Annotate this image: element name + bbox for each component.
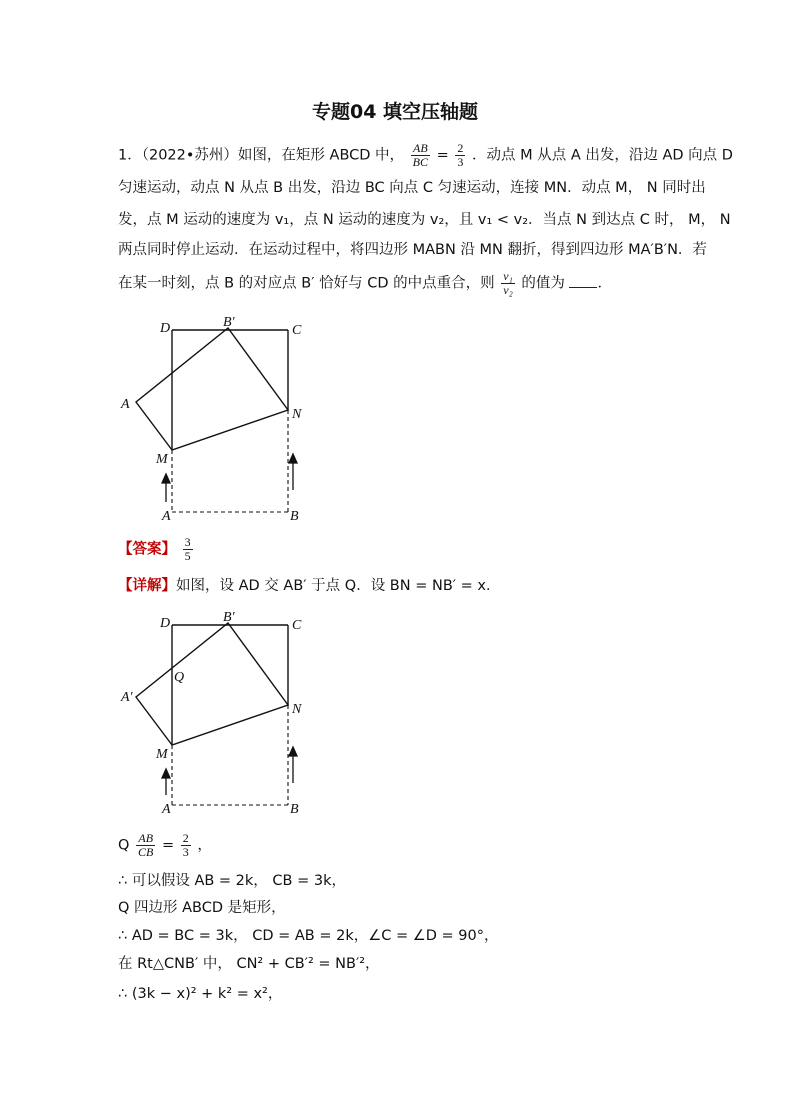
velocity-numerator: v₁ xyxy=(503,269,513,283)
ratio-value-numerator: 2 xyxy=(457,141,464,155)
fig2-label-D: D xyxy=(160,616,171,631)
answer-fraction xyxy=(183,536,193,563)
fig2-label-B: B xyxy=(290,802,299,817)
fig1-label-D: D xyxy=(160,321,171,336)
ratio-denominator: BC xyxy=(412,155,429,169)
ratio-value-denominator: 3 xyxy=(457,155,464,169)
velocity-fraction xyxy=(501,270,515,297)
step1-value-numerator: 2 xyxy=(182,831,189,845)
fig2-label-N: N xyxy=(292,702,302,717)
problem-line-3: 发，点 M 运动的速度为 v₁，点 N 运动的速度为 v₂，且 v₁ < v₂．当点 N 到达点 C 时， M， N xyxy=(118,212,731,228)
ratio-numerator: AB xyxy=(411,142,430,156)
solution-step-3: Q 四边形 ABCD 是矩形， xyxy=(118,900,286,916)
figure-1 xyxy=(110,310,330,530)
fig2-arrow-up-icon-2 xyxy=(289,747,297,756)
fig2-label-Ap: A′ xyxy=(121,690,133,705)
velocity-denominator: v₂ xyxy=(503,283,513,297)
figure-2 xyxy=(110,605,330,820)
detail-tag: 【详解】 xyxy=(118,578,176,594)
problem-line-5: 在某一时刻，点 B 的对应点 B′ 恰好与 CD 的中点重合，则 $\frac{\text{v₁}}{\text{v₂}}$ 的值为 ． xyxy=(118,269,612,297)
solution-step-6: ∴ (3k − x)² + k² = x²， xyxy=(118,986,283,1002)
fig2-label-C: C xyxy=(292,618,302,633)
detail-text: 如图，设 AD 交 AB′ 于点 Q．设 BN = NB′ = x． xyxy=(176,578,501,594)
step1-fraction xyxy=(136,832,155,859)
solution-step-5: 在 Rt△CNB′ 中， CN² + CB′² = NB′²， xyxy=(118,956,380,972)
fig1-folded-quadrilateral xyxy=(136,328,288,450)
answer-blank xyxy=(569,273,597,288)
fig1-arrow-up-icon xyxy=(162,474,170,483)
fig2-folded-quadrilateral xyxy=(136,623,288,745)
problem-line-4: 两点同时停止运动．在运动过程中，将四边形 MABN 沿 MN 翻折，得到四边形 MA′B′N．若 xyxy=(118,242,707,258)
answer-line xyxy=(118,536,195,563)
fig1-label-A1: A xyxy=(121,397,130,412)
fig2-label-Bp: B′ xyxy=(223,610,235,625)
fig1-label-N: N xyxy=(292,407,302,422)
detail-line xyxy=(118,576,501,596)
step1-value-fraction xyxy=(181,832,191,859)
answer-denominator: 5 xyxy=(184,549,191,563)
fig1-label-A: A xyxy=(162,509,171,524)
fig1-label-Bp: B′ xyxy=(223,315,235,330)
solution-step-4: ∴ AD = BC = 3k， CD = AB = 2k，∠C = ∠D = 90°， xyxy=(118,928,499,944)
problem-line-1-prefix: 1．（2022•苏州）如图，在矩形 ABCD 中， xyxy=(118,147,405,164)
step1-numerator: AB xyxy=(136,832,155,846)
ratio-equals: = xyxy=(436,147,449,164)
fig1-label-C: C xyxy=(292,323,302,338)
problem-line-5-prefix: 在某一时刻，点 B 的对应点 B′ 恰好与 CD 的中点重合，则 xyxy=(118,275,495,292)
problem-line-2: 匀速运动，动点 N 从点 B 出发，沿边 BC 向点 C 匀速运动，连接 MN．动点 M， N 同时出 xyxy=(118,180,706,196)
problem-line-1 xyxy=(118,142,733,169)
ratio-fraction xyxy=(411,142,430,169)
fig1-arrow-up-icon-2 xyxy=(289,454,297,463)
solution-step-1 xyxy=(118,832,212,859)
fig2-label-M: M xyxy=(156,747,168,762)
fig2-label-A: A xyxy=(162,802,171,817)
step1-denominator: CB xyxy=(138,845,154,859)
fig2-label-Q: Q xyxy=(174,670,185,685)
problem-line-1-suffix: ．动点 M 从点 A 出发，沿边 AD 向点 D xyxy=(472,147,733,164)
fig1-label-B: B xyxy=(290,509,299,524)
step1-value-denominator: 3 xyxy=(182,845,189,859)
step1-equals: = xyxy=(161,837,175,854)
answer-tag: 【答案】 xyxy=(118,541,176,558)
step1-suffix: ， xyxy=(197,837,212,854)
solution-step-2: ∴ 可以假设 AB = 2k， CB = 3k， xyxy=(118,873,346,889)
ratio-value-fraction xyxy=(455,142,465,169)
fig1-label-M: M xyxy=(156,452,168,467)
answer-numerator: 3 xyxy=(184,535,191,549)
fig2-arrow-up-icon xyxy=(162,769,170,778)
problem-line-5-suffix: 的值为 xyxy=(521,275,565,292)
step1-prefix: Q xyxy=(118,837,135,854)
page-title: 专题04 填空压轴题 xyxy=(311,101,479,123)
